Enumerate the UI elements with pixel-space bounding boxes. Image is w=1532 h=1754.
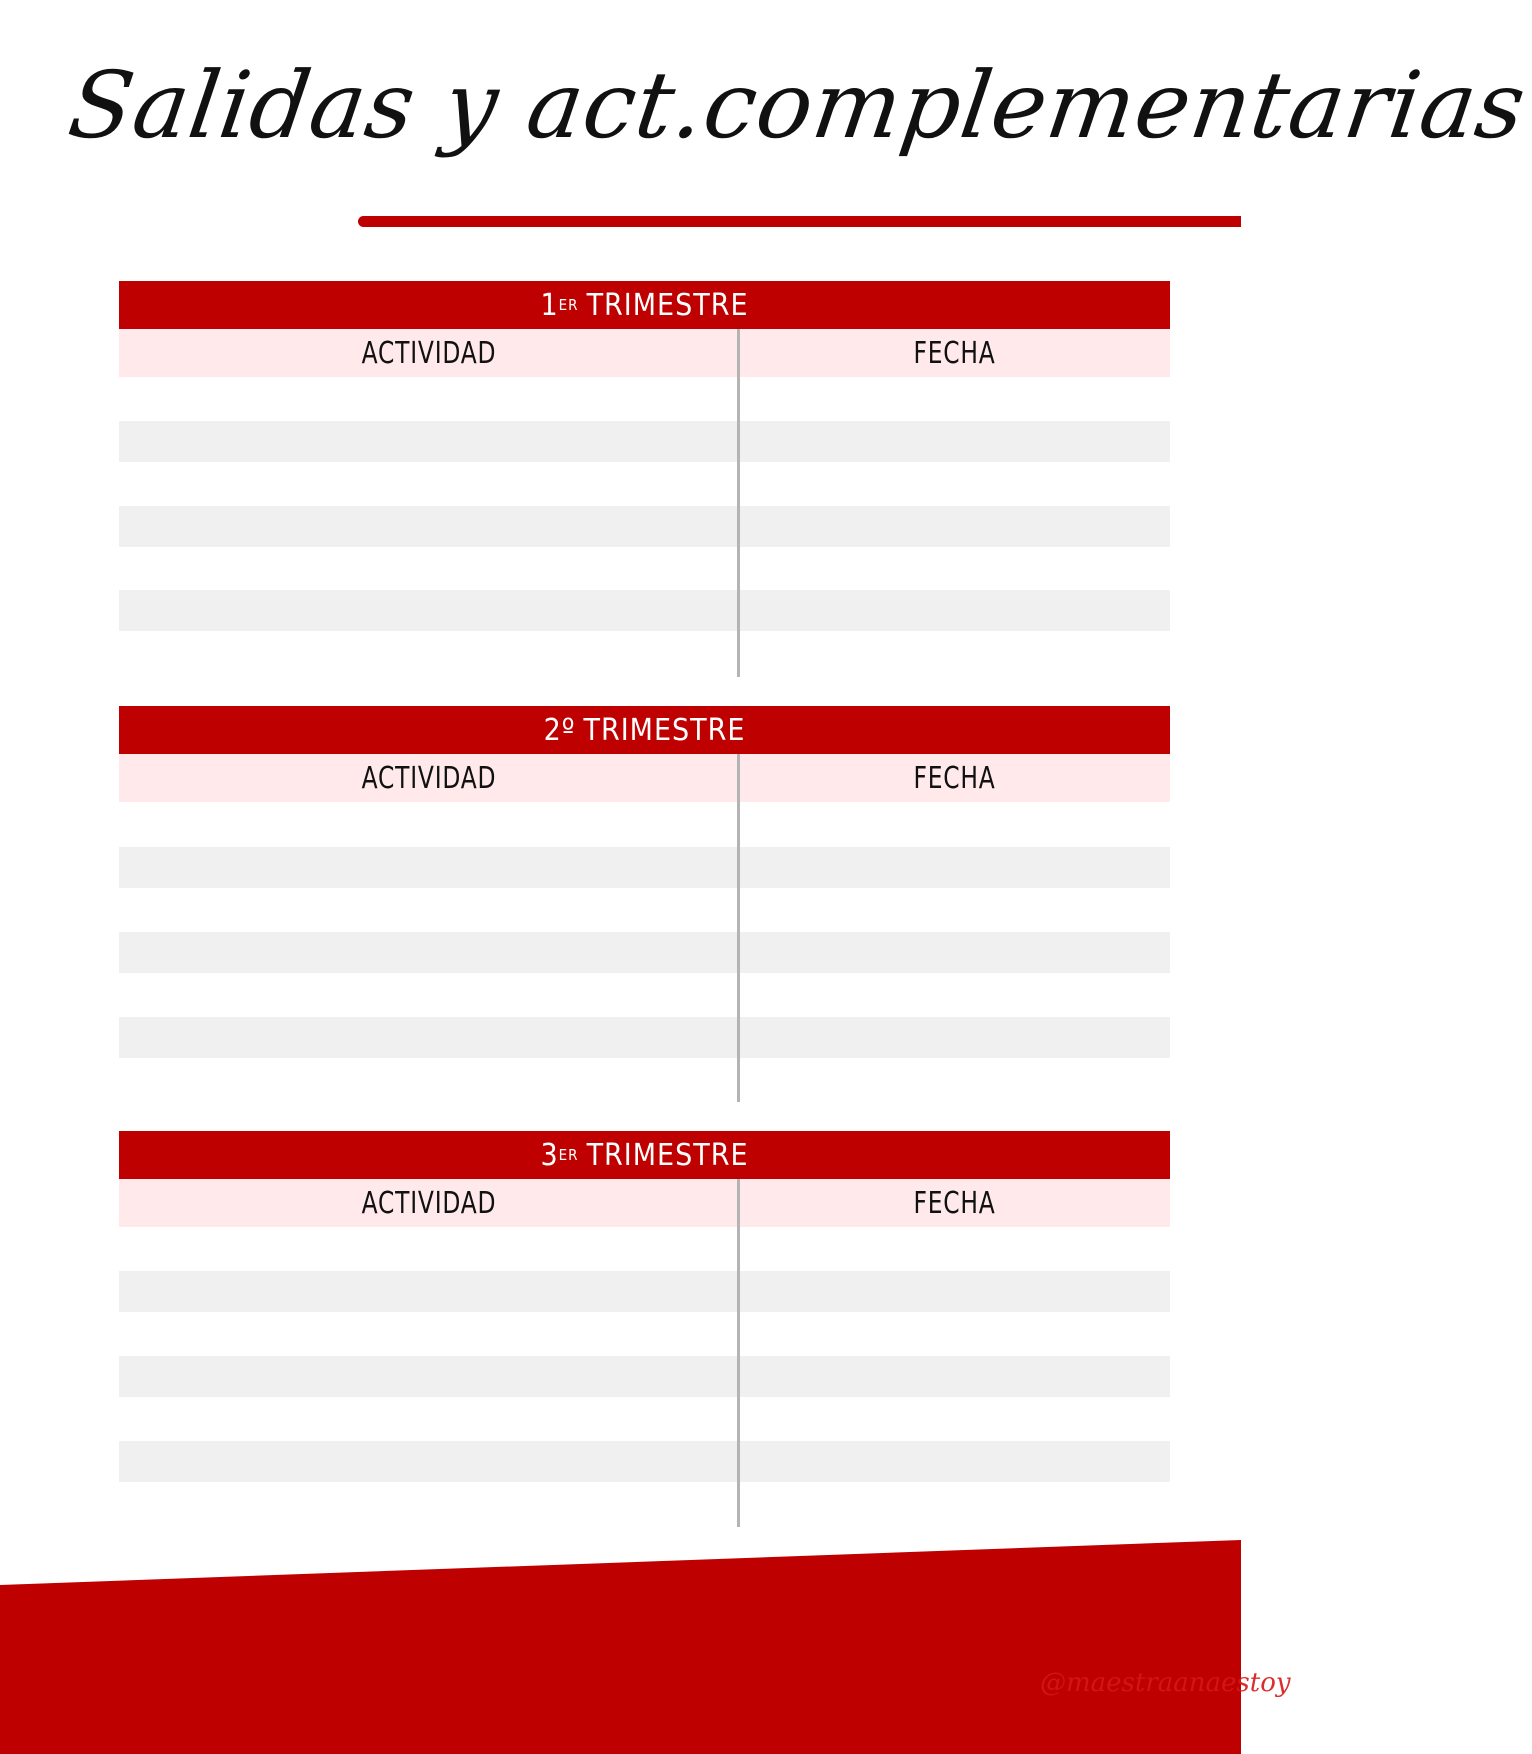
table-row[interactable] xyxy=(119,506,1170,547)
activity-column-label: ACTIVIDAD xyxy=(361,336,497,371)
trimester-1-number: 1 xyxy=(540,287,559,323)
trimester-3-header xyxy=(119,1131,1170,1179)
trimester-1-suffix: ER xyxy=(558,296,579,314)
trimester-1-column-header xyxy=(119,329,1170,377)
trimester-1-table xyxy=(119,281,1170,681)
table-row[interactable] xyxy=(119,932,1170,973)
trimester-3-suffix: ER xyxy=(558,1146,579,1164)
bottom-decorative-band xyxy=(0,1540,1241,1754)
trimester-1-label: TRIMESTRE xyxy=(586,287,749,323)
page-title: Salidas y act.complementarias xyxy=(62,52,1532,159)
table-row[interactable] xyxy=(119,421,1170,462)
date-column-label: FECHA xyxy=(913,761,996,796)
trimester-3-label: TRIMESTRE xyxy=(586,1137,749,1173)
activity-column-label: ACTIVIDAD xyxy=(361,761,497,796)
table-row[interactable] xyxy=(119,1017,1170,1058)
author-watermark: @maestraanaestoy xyxy=(1040,1668,1291,1698)
date-column-label: FECHA xyxy=(913,336,996,371)
table-row[interactable] xyxy=(119,1271,1170,1312)
activity-column-label: ACTIVIDAD xyxy=(361,1186,497,1221)
trimester-3-column-header xyxy=(119,1179,1170,1227)
column-divider xyxy=(737,329,740,677)
table-row[interactable] xyxy=(119,1356,1170,1397)
trimester-3-number: 3 xyxy=(540,1137,559,1173)
trimester-2-label: TRIMESTRE xyxy=(583,712,746,748)
table-row[interactable] xyxy=(119,847,1170,888)
trimester-2-number: 2º xyxy=(543,712,576,748)
trimester-3-table xyxy=(119,1131,1170,1531)
date-column-label: FECHA xyxy=(913,1186,996,1221)
trimester-2-header xyxy=(119,706,1170,754)
trimester-1-header xyxy=(119,281,1170,329)
column-divider xyxy=(737,1179,740,1527)
table-row[interactable] xyxy=(119,590,1170,631)
trimester-2-table xyxy=(119,706,1170,1106)
trimester-2-column-header xyxy=(119,754,1170,802)
column-divider xyxy=(737,754,740,1102)
table-row[interactable] xyxy=(119,1441,1170,1482)
title-underline xyxy=(358,216,1241,227)
